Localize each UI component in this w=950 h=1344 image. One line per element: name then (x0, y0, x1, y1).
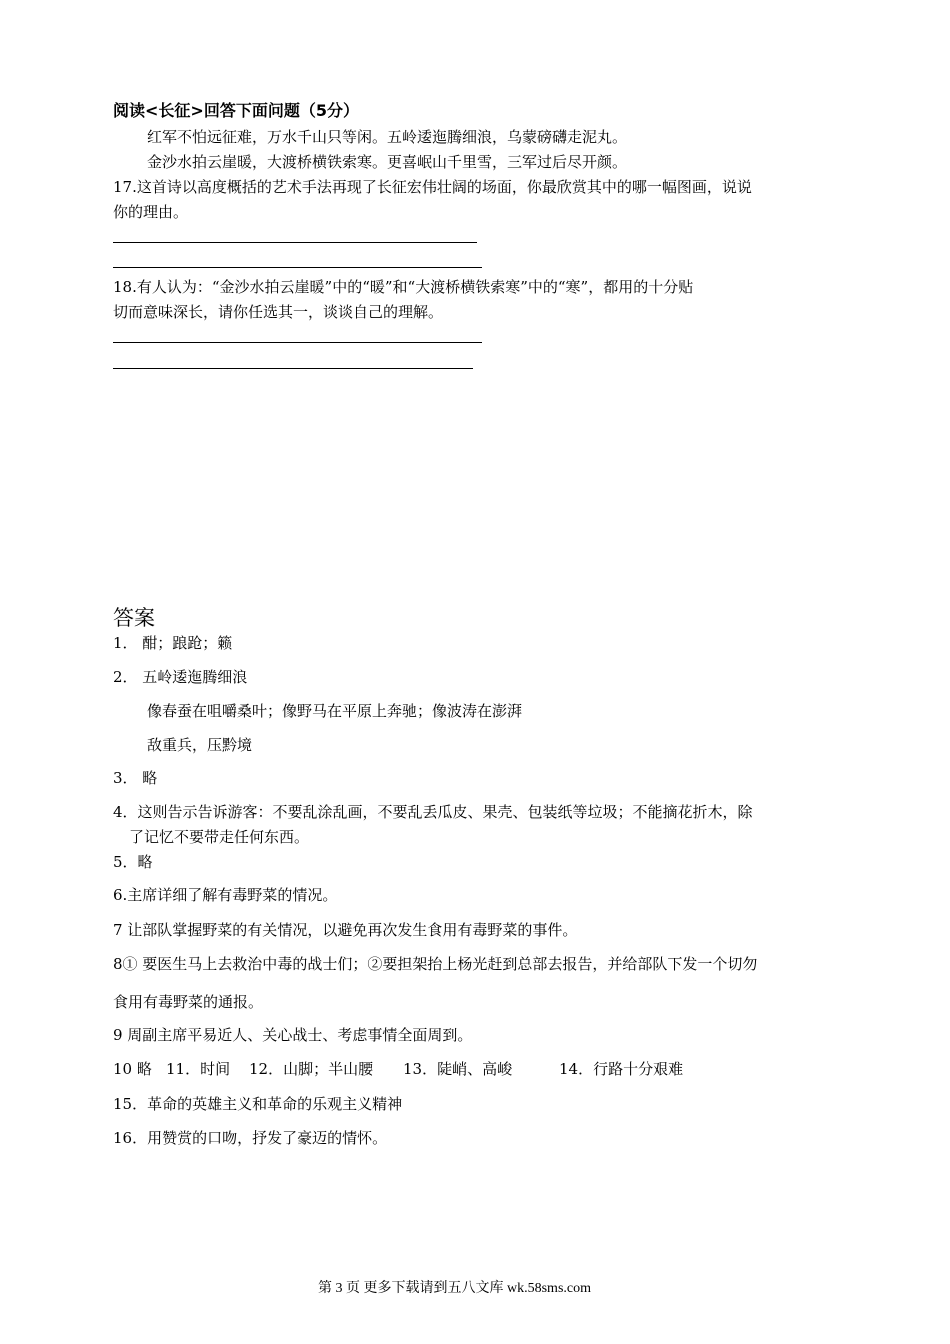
answer-15: 15．革命的英雄主义和革命的乐观主义精神 (113, 1095, 403, 1113)
answers-heading: 答案 (113, 606, 155, 630)
answer-8-line-2: 食用有毒野菜的通报。 (113, 993, 264, 1011)
answer-5: 5．略 (113, 853, 153, 871)
answer-2-sub-1: 像春蚕在咀嚼桑叶；像野马在平原上奔驰；像波涛在澎湃 (147, 702, 523, 720)
answer-7: 7 让部队掌握野菜的有关情况，以避免再次发生食用有毒野菜的事件。 (113, 921, 578, 939)
poem-line-2: 金沙水拍云崖暖，大渡桥横铁索寒。更喜岷山千里雪，三军过后尽开颜。 (147, 153, 628, 171)
poem-line-1: 红军不怕远征难，万水千山只等闲。五岭逶迤腾细浪，乌蒙磅礴走泥丸。 (147, 128, 628, 146)
reading-title: 阅读<长征>回答下面问题（5分） (113, 101, 359, 120)
answer-4-line-2: 了记忆不要带走任何东西。 (129, 828, 310, 846)
answer-4-line-1: 4．这则告示告诉游客：不要乱涂乱画，不要乱丢瓜皮、果壳、包装纸等垃圾；不能摘花折木，除 (113, 803, 753, 821)
answer-16: 16．用赞赏的口吻，抒发了豪迈的情怀。 (113, 1129, 388, 1147)
answer-6: 6.主席详细了解有毒野菜的情况。 (113, 886, 338, 904)
question-17-line-2: 你的理由。 (113, 203, 189, 221)
answer-10: 10 略 (113, 1060, 152, 1078)
answer-8-line-1: 8① 要医生马上去救治中毒的战士们；②要担架抬上杨光赶到总部去报告，并给部队下发一个切勿 (113, 955, 758, 973)
answer-line (113, 267, 482, 268)
question-18-line-1: 18.有人认为：“金沙水拍云崖暖”中的“暖”和“大渡桥横铁索寒”中的“寒”，都用的十分贴 (113, 278, 694, 296)
answer-14: 14．行路十分艰难 (559, 1060, 684, 1078)
answer-line (113, 342, 482, 343)
question-17-line-1: 17.这首诗以高度概括的艺术手法再现了长征宏伟壮阔的场面，你最欣赏其中的哪一幅图画，说说 (113, 178, 752, 196)
answer-1: 1． 酣；踉跄；籁 (113, 634, 233, 652)
answer-line (113, 368, 473, 369)
page-footer: 第 3 页 更多下载请到五八文库 wk.58sms.com (318, 1281, 591, 1296)
answer-12: 12．山脚；半山腰 (249, 1060, 374, 1078)
answer-3: 3． 略 (113, 769, 158, 787)
answer-line (113, 242, 477, 243)
answer-11: 11．时间 (166, 1060, 231, 1078)
question-18-line-2: 切而意味深长，请你任选其一，谈谈自己的理解。 (113, 303, 444, 321)
answer-9: 9 周副主席平易近人、关心战士、考虑事情全面周到。 (113, 1026, 473, 1044)
answer-2: 2． 五岭逶迤腾细浪 (113, 668, 248, 686)
answer-13: 13．陡峭、高峻 (403, 1060, 513, 1078)
answer-2-sub-2: 敌重兵，压黔境 (147, 736, 253, 754)
